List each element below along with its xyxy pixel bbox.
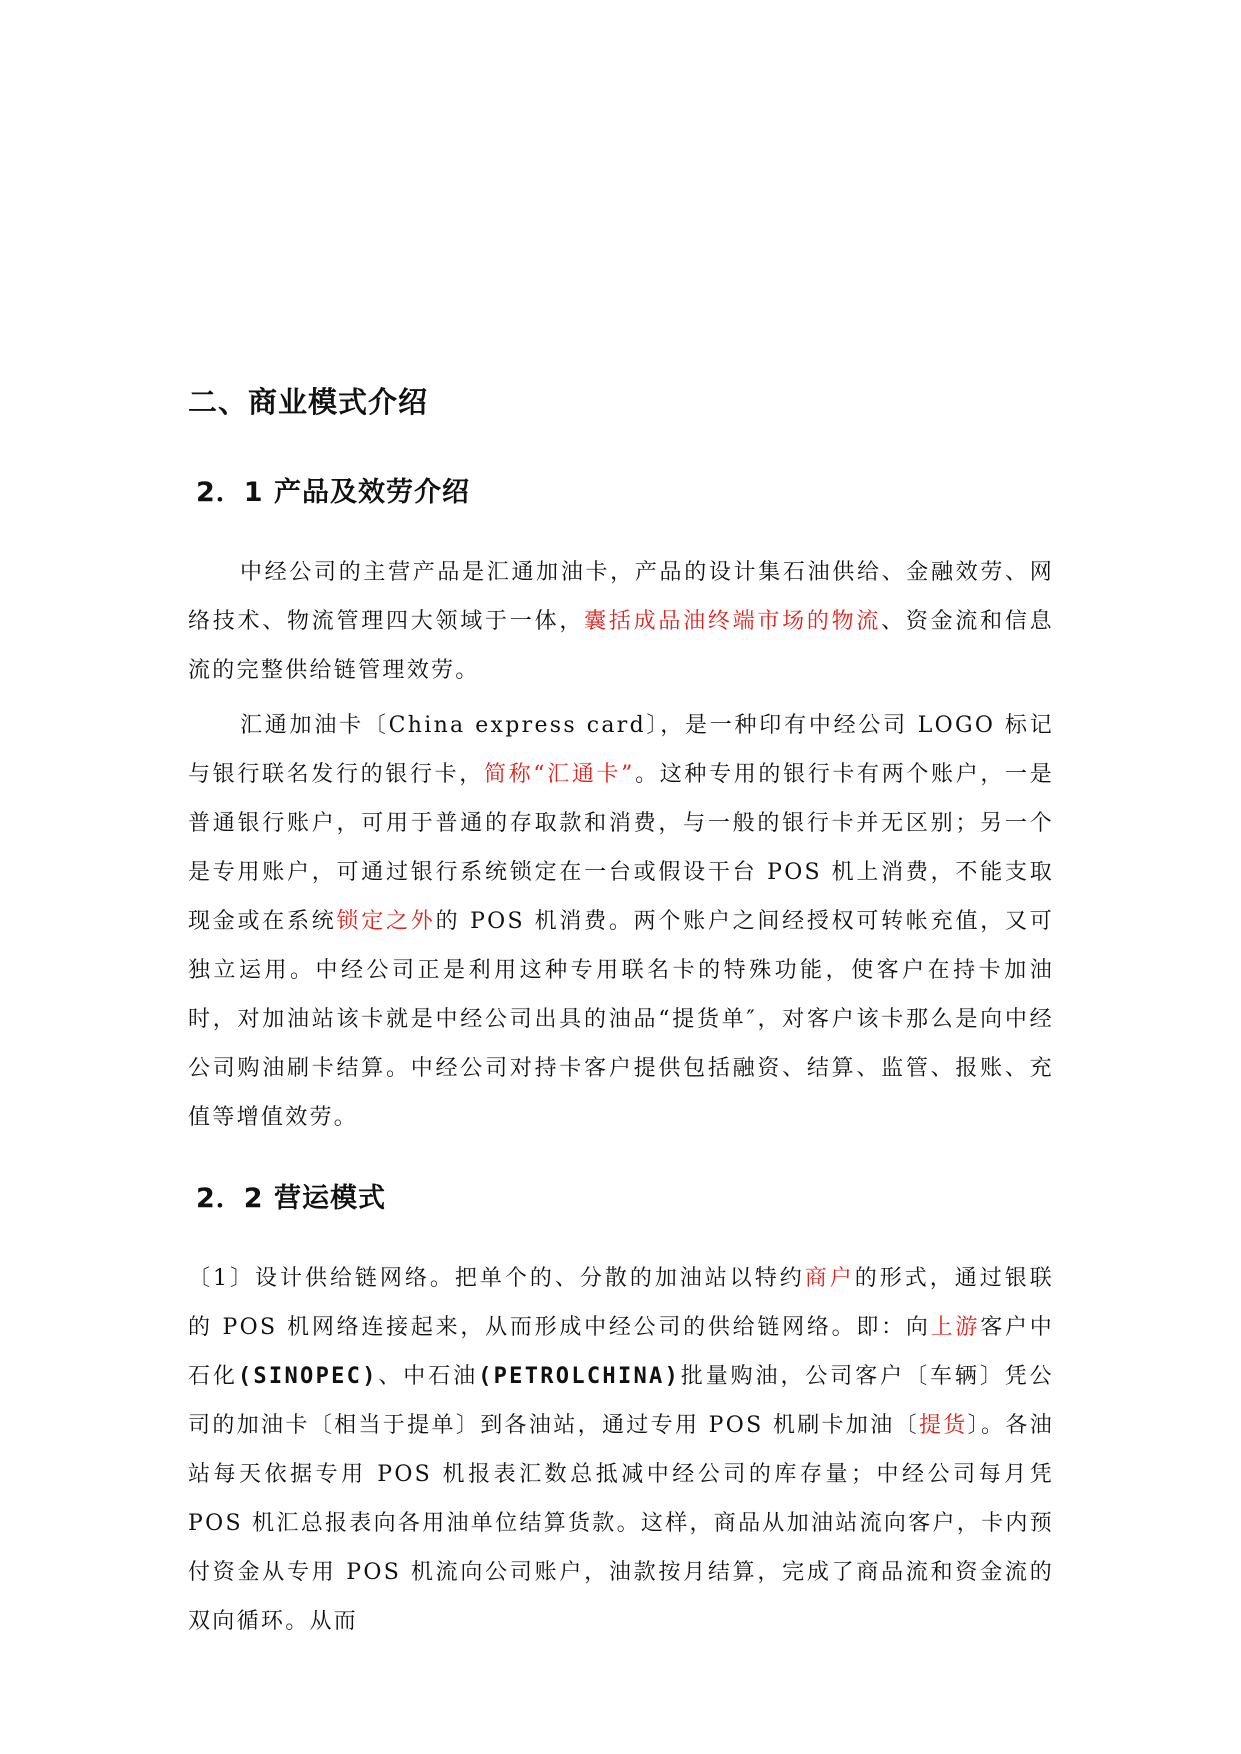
text-run: 、资金流和信息流的完整供给链管理效劳。	[188, 609, 1054, 683]
paragraph-card-intro	[188, 701, 1054, 1142]
paragraph-product-intro	[188, 548, 1054, 695]
highlighted-text: 锁定之外	[336, 909, 436, 934]
section-title-2-1: 2．1 产品及效劳介绍	[196, 477, 470, 508]
highlighted-text: 提货	[918, 1413, 968, 1438]
bold-text: (SINOPEC)	[237, 1364, 378, 1389]
text-run: 〕。各油站每天依据专用 POS 机报表汇数总抵减中经公司的库存量；中经公司每月凭 POS 机汇总报表向各用油单位结算货款。这样，商品从加油站流向客户，卡内预付资金从专用 POS 机流向公司账户，油款按月结算，完成了商品流和资金流的双向循环。从而	[188, 1413, 1055, 1634]
section-title-2-2: 2．2 营运模式	[196, 1183, 386, 1214]
highlighted-text: 商户	[804, 1266, 855, 1291]
paragraph-operation-model	[188, 1254, 1054, 1646]
text-run: 汇通加油卡〔China express card〕，是一种印有中经公司 LOGO 标记与银行联名发行的银行卡，	[188, 713, 1054, 787]
text-run: 的 POS 机消费。两个账户之间经授权可转帐充值，又可独立运用。中经公司正是利用这种专用联名卡的特殊功能，使客户在持卡加油时，对加油站该卡就是中经公司出具的油品“提货单″，对客户该卡那么是向中经公司购油刷卡结算。中经公司对持卡客户提供包括融资、结算、监管、报账、充值等增值效劳。	[188, 909, 1055, 1130]
highlighted-text: 简称“汇通卡”	[483, 762, 635, 787]
bold-text: (PETROLCHINA)	[478, 1364, 681, 1389]
text-run: 客户中石化	[188, 1315, 1054, 1389]
text-run: 的形式，通过银联的 POS 机网络连接起来，从而形成中经公司的供给链网络。即：向	[188, 1266, 1055, 1340]
page-content	[188, 380, 1054, 1646]
text-run: 。这种专用的银行卡有两个账户，一是普通银行账户，可用于普通的存取款和消费，与一般的银行卡并无区别；另一个是专用账户，可通过银行系统锁定在一台或假设干台 POS 机上消费，不能支取现金或在系统	[188, 762, 1054, 934]
highlighted-text: 囊括成品油终端市场的物流	[584, 609, 882, 634]
text-run: 〔1〕设计供给链网络。把单个的、分散的加油站以特约	[188, 1266, 805, 1291]
text-run: 中经公司的主营产品是汇通加油卡，产品的设计集石油供给、金融效劳、网络技术、物流管理四大领域于一体，	[188, 560, 1054, 634]
chapter-title: 二、商业模式介绍	[188, 385, 429, 419]
highlighted-text: 上游	[930, 1315, 981, 1340]
text-run: 批量购油，公司客户〔车辆〕凭公司的加油卡〔相当于提单〕到各油站，通过专用 POS 机刷卡加油〔	[188, 1364, 1054, 1438]
section-gap	[188, 1142, 1054, 1178]
text-run: 、中石油	[377, 1364, 479, 1389]
